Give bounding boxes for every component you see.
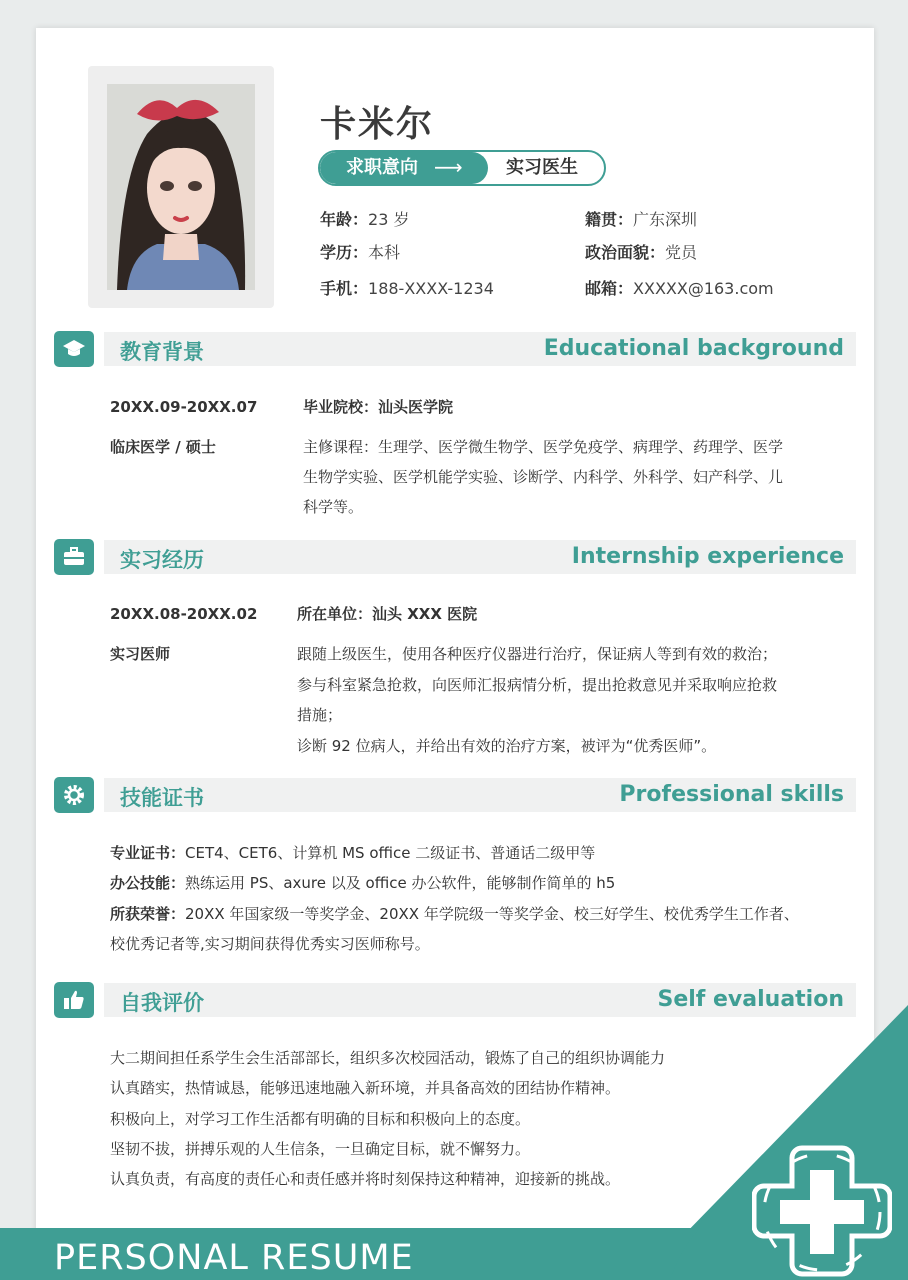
education-period: 20XX.09-20XX.07 <box>110 398 258 416</box>
evaluation-line: 认真负责，有高度的责任心和责任感并将时刻保持这种精神，迎接新的挑战。 <box>110 1170 621 1188</box>
section-subtitle-education: Educational background <box>543 336 844 361</box>
education-school: 毕业院校：汕头医学院 <box>303 398 454 416</box>
section-subtitle-evaluation: Self evaluation <box>657 987 844 1012</box>
internship-period: 20XX.08-20XX.02 <box>110 605 258 623</box>
education-courses-line: 科学等。 <box>303 498 364 516</box>
info-email: 邮箱：XXXXX@163.com <box>585 279 774 298</box>
info-age: 年龄：23 岁 <box>320 210 410 229</box>
info-hometown: 籍贯：广东深圳 <box>585 210 698 229</box>
section-title-evaluation: 自我评价 <box>120 991 204 1015</box>
gear-icon <box>54 777 94 813</box>
section-subtitle-skills: Professional skills <box>619 782 844 807</box>
info-education: 学历：本科 <box>320 243 401 262</box>
info-phone: 手机：188-XXXX-1234 <box>320 279 494 298</box>
job-target-position: 实习医生 <box>506 157 578 178</box>
arrow-right-icon: ⟶ <box>434 155 463 179</box>
briefcase-icon <box>54 539 94 575</box>
evaluation-line: 认真踏实，热情诚恳，能够迅速地融入新环境，并具备高效的团结协作精神。 <box>110 1079 621 1097</box>
evaluation-line: 坚韧不拔，拼搏乐观的人生信条，一旦确定目标，就不懈努力。 <box>110 1140 531 1158</box>
candidate-name: 卡米尔 <box>320 104 435 145</box>
internship-detail-line: 诊断 92 位病人，并给出有效的治疗方案，被评为“优秀医师”。 <box>297 737 717 755</box>
footer-title: PERSONAL RESUME <box>54 1238 414 1278</box>
section-title-internship: 实习经历 <box>120 548 204 572</box>
education-major: 临床医学 / 硕士 <box>110 438 216 456</box>
internship-unit: 所在单位：汕头 XXX 医院 <box>297 605 478 623</box>
internship-role: 实习医师 <box>110 645 171 663</box>
evaluation-line: 积极向上，对学习工作生活都有明确的目标和积极向上的态度。 <box>110 1110 531 1128</box>
education-courses-line: 主修课程：生理学、医学微生物学、医学免疫学、病理学、药理学、医学 <box>303 438 784 456</box>
skills-honors-continued: 校优秀记者等,实习期间获得优秀实习医师称号。 <box>110 935 430 953</box>
skills-honors: 所获荣誉：20XX 年国家级一等奖学金、20XX 年学院级一等奖学金、校三好学生、校优秀学生工作者、 <box>110 905 799 923</box>
info-political-status: 政治面貌：党员 <box>585 243 698 262</box>
section-title-skills: 技能证书 <box>120 786 204 810</box>
medical-cross-icon <box>752 1140 892 1280</box>
education-courses-line: 生物学实验、医学机能学实验、诊断学、内科学、外科学、妇产科学、儿 <box>303 468 784 486</box>
evaluation-line: 大二期间担任系学生会生活部部长，组织多次校园活动，锻炼了自己的组织协调能力 <box>110 1049 666 1067</box>
skills-certificates: 专业证书：CET4、CET6、计算机 MS office 二级证书、普通话二级甲等 <box>110 844 596 862</box>
internship-detail-line: 措施； <box>297 706 343 724</box>
thumbs-up-icon <box>54 982 94 1018</box>
job-target-pill <box>318 150 606 186</box>
skills-office: 办公技能：熟练运用 PS、axure 以及 office 办公软件，能够制作简单的 h5 <box>110 874 616 892</box>
section-title-education: 教育背景 <box>120 340 204 364</box>
graduation-cap-icon <box>54 331 94 367</box>
section-subtitle-internship: Internship experience <box>571 544 844 569</box>
profile-photo <box>107 84 255 290</box>
job-target-label: 求职意向 <box>320 152 488 184</box>
internship-detail-line: 跟随上级医生，使用各种医疗仪器进行治疗，保证病人等到有效的救治； <box>297 645 778 663</box>
internship-detail-line: 参与科室紧急抢救，向医师汇报病情分析，提出抢救意见并采取响应抢救 <box>297 676 778 694</box>
